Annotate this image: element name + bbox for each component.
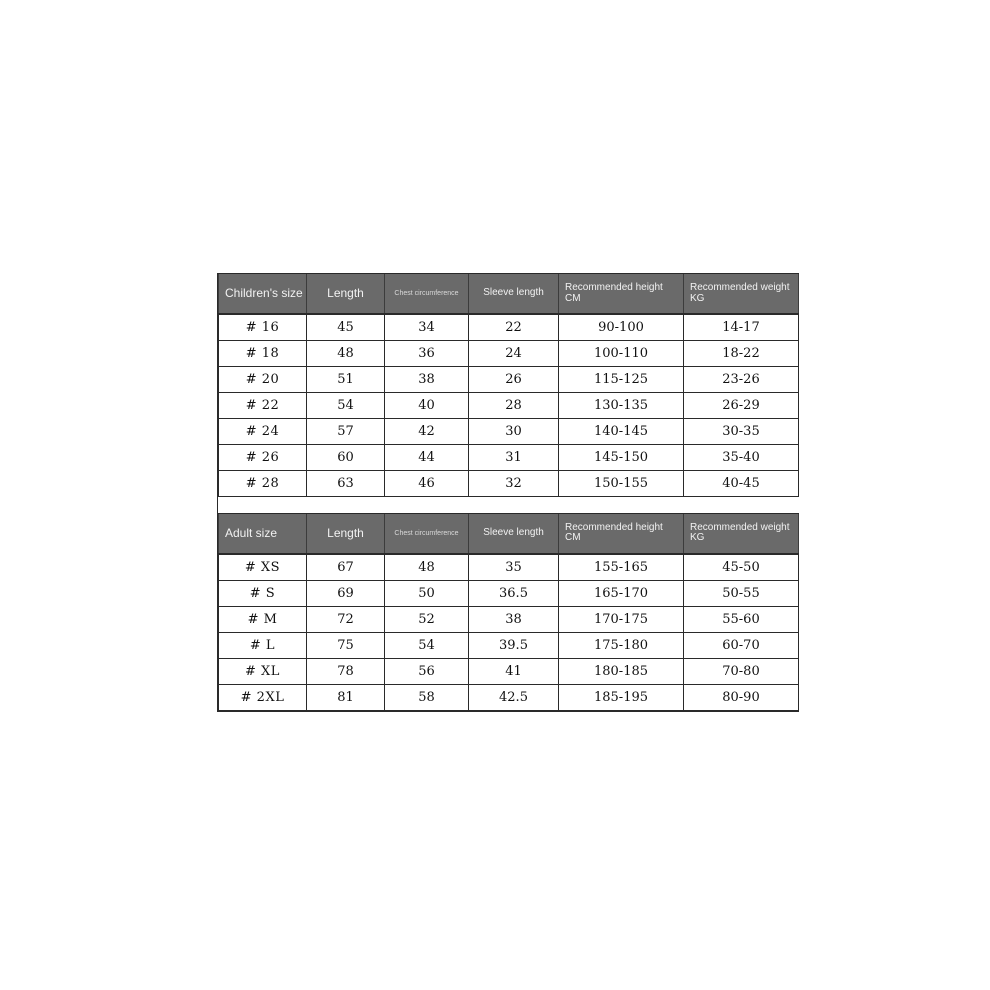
children-cell-length: 48 [307,341,385,367]
adult-cell-sleeve: 36.5 [469,580,559,606]
table-row [219,606,799,632]
children-header-height: Recommended height CM [559,274,684,314]
adult-cell-size: # XS [219,554,307,581]
size-chart [217,273,799,712]
table-row [219,393,799,419]
adult-cell-weight: 80-90 [684,684,799,710]
table-row [219,341,799,367]
children-cell-chest: 34 [385,314,469,341]
children-cell-size: # 24 [219,419,307,445]
children-cell-size: # 22 [219,393,307,419]
children-header-weight: Recommended weight KG [684,274,799,314]
children-cell-chest: 46 [385,471,469,497]
children-header-length: Length [307,274,385,314]
children-cell-length: 54 [307,393,385,419]
adult-cell-sleeve: 39.5 [469,632,559,658]
adult-cell-height: 180-185 [559,658,684,684]
children-cell-weight: 30-35 [684,419,799,445]
adult-cell-size: # L [219,632,307,658]
children-cell-chest: 38 [385,367,469,393]
adult-cell-size: # 2XL [219,684,307,710]
section-spacer [219,497,799,514]
table-row [219,445,799,471]
children-cell-weight: 26-29 [684,393,799,419]
children-cell-length: 51 [307,367,385,393]
children-cell-size: # 28 [219,471,307,497]
children-header-sleeve: Sleeve length [469,274,559,314]
adult-cell-chest: 56 [385,658,469,684]
children-cell-weight: 35-40 [684,445,799,471]
adult-header-chest: Chest circumference [385,514,469,554]
children-cell-size: # 16 [219,314,307,341]
table-row [219,684,799,710]
adult-cell-weight: 60-70 [684,632,799,658]
adult-cell-length: 67 [307,554,385,581]
table-row [219,419,799,445]
adult-cell-height: 155-165 [559,554,684,581]
adult-header-row [219,514,799,554]
adult-cell-weight: 50-55 [684,580,799,606]
adult-cell-length: 72 [307,606,385,632]
children-cell-length: 57 [307,419,385,445]
adult-header-height: Recommended height CM [559,514,684,554]
children-cell-chest: 36 [385,341,469,367]
children-cell-weight: 18-22 [684,341,799,367]
children-cell-sleeve: 32 [469,471,559,497]
children-cell-sleeve: 26 [469,367,559,393]
children-header-size: Children's size [219,274,307,314]
spacer-cell [219,497,799,514]
adult-cell-chest: 50 [385,580,469,606]
children-cell-chest: 44 [385,445,469,471]
children-cell-length: 45 [307,314,385,341]
table-row [219,367,799,393]
children-cell-height: 115-125 [559,367,684,393]
table-row [219,580,799,606]
table-row [219,314,799,341]
children-cell-sleeve: 22 [469,314,559,341]
table-row [219,554,799,581]
adult-cell-height: 165-170 [559,580,684,606]
adult-cell-size: # S [219,580,307,606]
children-cell-chest: 40 [385,393,469,419]
adult-cell-weight: 55-60 [684,606,799,632]
adult-cell-sleeve: 35 [469,554,559,581]
adult-cell-length: 78 [307,658,385,684]
adult-cell-size: # M [219,606,307,632]
adult-cell-weight: 45-50 [684,554,799,581]
table-row [219,658,799,684]
adult-cell-sleeve: 41 [469,658,559,684]
children-cell-size: # 26 [219,445,307,471]
children-cell-length: 63 [307,471,385,497]
adult-cell-sleeve: 38 [469,606,559,632]
adult-cell-chest: 48 [385,554,469,581]
children-cell-height: 100-110 [559,341,684,367]
adult-cell-sleeve: 42.5 [469,684,559,710]
table-row [219,471,799,497]
adult-cell-height: 170-175 [559,606,684,632]
children-cell-chest: 42 [385,419,469,445]
children-header-chest: Chest circumference [385,274,469,314]
children-header-row [219,274,799,314]
size-table [218,274,799,711]
children-cell-height: 90-100 [559,314,684,341]
children-cell-size: # 20 [219,367,307,393]
children-cell-weight: 14-17 [684,314,799,341]
children-cell-sleeve: 31 [469,445,559,471]
adult-cell-chest: 52 [385,606,469,632]
adult-cell-size: # XL [219,658,307,684]
children-cell-weight: 40-45 [684,471,799,497]
adult-cell-weight: 70-80 [684,658,799,684]
children-cell-size: # 18 [219,341,307,367]
children-cell-sleeve: 30 [469,419,559,445]
children-cell-height: 140-145 [559,419,684,445]
adult-header-size: Adult size [219,514,307,554]
children-cell-length: 60 [307,445,385,471]
adult-cell-chest: 58 [385,684,469,710]
adult-cell-chest: 54 [385,632,469,658]
adult-cell-height: 175-180 [559,632,684,658]
adult-cell-length: 69 [307,580,385,606]
adult-cell-length: 81 [307,684,385,710]
adult-cell-height: 185-195 [559,684,684,710]
table-row [219,632,799,658]
children-cell-sleeve: 28 [469,393,559,419]
children-cell-weight: 23-26 [684,367,799,393]
children-cell-sleeve: 24 [469,341,559,367]
children-cell-height: 145-150 [559,445,684,471]
children-cell-height: 130-135 [559,393,684,419]
adult-header-weight: Recommended weight KG [684,514,799,554]
adult-header-sleeve: Sleeve length [469,514,559,554]
children-cell-height: 150-155 [559,471,684,497]
adult-header-length: Length [307,514,385,554]
adult-cell-length: 75 [307,632,385,658]
